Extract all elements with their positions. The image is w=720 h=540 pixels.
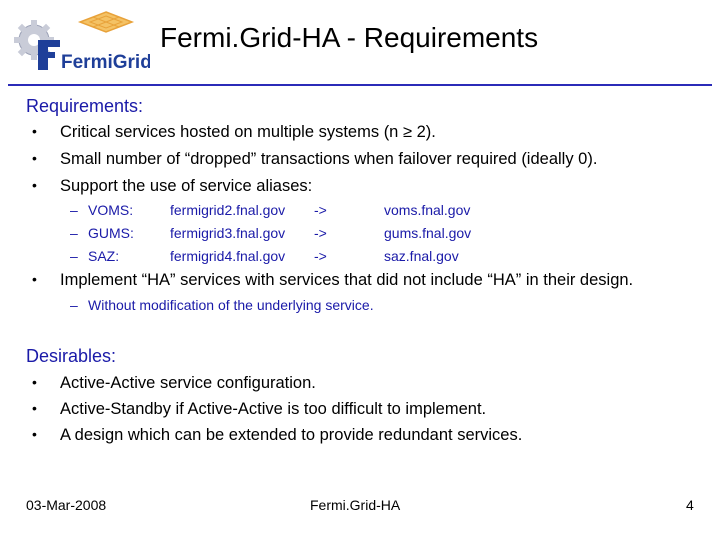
footer-title: Fermi.Grid-HA [310,497,401,513]
bullet-icon: • [32,374,37,390]
alias-host: fermigrid2.fnal.gov [170,202,286,218]
fermigrid-logo [14,10,150,76]
dash-icon: – [70,248,78,264]
bullet-icon: • [32,426,37,442]
bullet-text: Small number of “dropped” transactions when failover required (ideally 0). [60,150,598,168]
bullet-text: Active-Active service configuration. [60,374,316,392]
logo-text: FermiGrid [61,52,150,73]
alias-arrow: -> [314,248,327,264]
dash-icon: – [70,202,78,218]
bullet-icon: • [32,177,37,193]
sub-bullet-text: Without modification of the underlying service. [88,297,374,313]
bullet-icon: • [32,123,37,139]
alias-name: voms.fnal.gov [384,202,471,218]
bullet-icon: • [32,271,37,287]
alias-name: gums.fnal.gov [384,225,472,241]
alias-service: GUMS: [88,225,134,241]
bullet-icon: • [32,400,37,416]
alias-service: SAZ: [88,248,120,264]
bullet-icon: • [32,150,37,166]
dash-icon: – [70,225,78,241]
fermigrid-logo-graphic [14,10,150,76]
title-divider [8,84,712,86]
requirements-heading: Requirements: [26,96,144,116]
grid-diamond-icon [80,12,132,32]
alias-host: fermigrid3.fnal.gov [170,225,286,241]
bullet-text: A design which can be extended to provide redundant services. [60,426,523,444]
alias-arrow: -> [314,202,327,218]
page-title: Fermi.Grid-HA - Requirements [160,22,539,53]
bullet-text: Critical services hosted on multiple systems (n ≥ 2). [60,123,436,141]
bullet-text: Active-Standby if Active-Active is too difficult to implement. [60,400,487,418]
page-number: 4 [686,497,694,513]
bullet-text: Implement “HA” services with services that did not include “HA” in their design. [60,271,634,289]
bullet-text: Support the use of service aliases: [60,177,313,195]
alias-name: saz.fnal.gov [384,248,459,264]
alias-service: VOMS: [88,202,134,218]
alias-host: fermigrid4.fnal.gov [170,248,286,264]
alias-arrow: -> [314,225,327,241]
desirables-heading: Desirables: [26,346,117,366]
footer-date: 03-Mar-2008 [26,497,107,513]
dash-icon: – [70,297,78,313]
